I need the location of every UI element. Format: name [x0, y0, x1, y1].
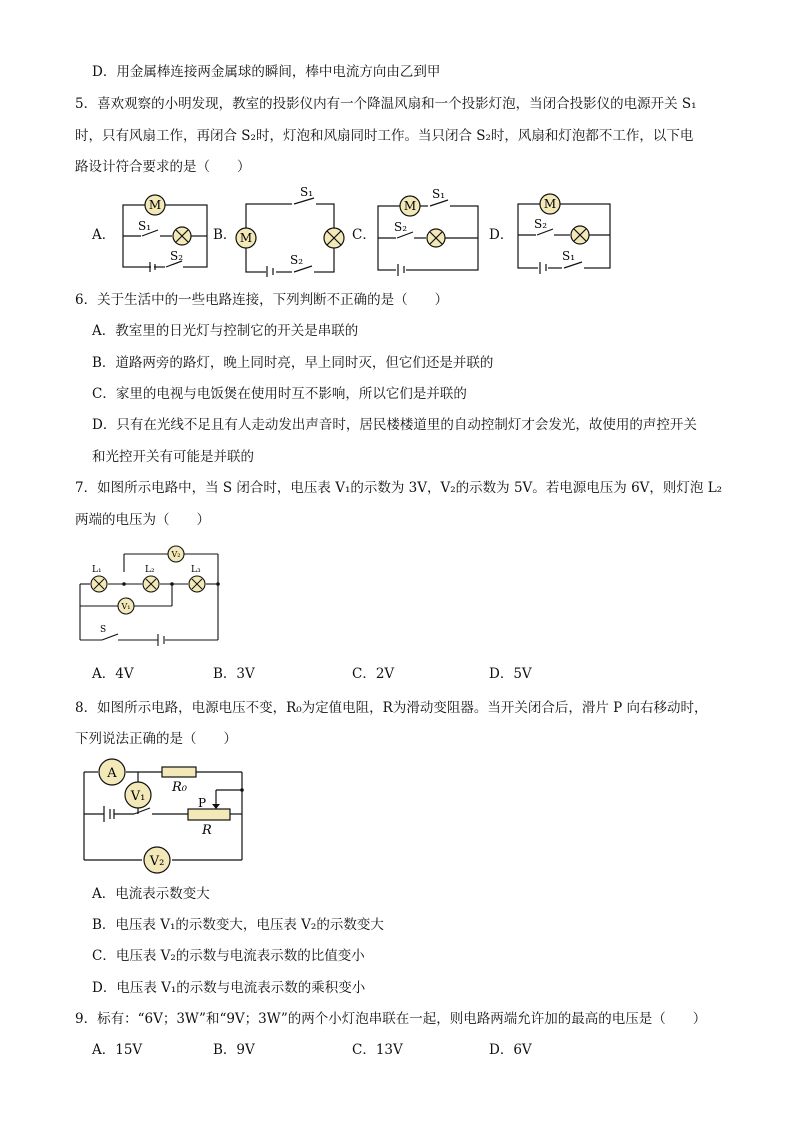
lamp-l1-label: L₁ — [92, 565, 102, 575]
q5-circuit-b — [232, 182, 350, 277]
q6-option-c: C．家里的电视与电饭煲在使用时互不影响，所以它们是并联的 — [92, 386, 467, 402]
q5-stem-line-2: 时，只有风扇工作，再闭合 S₂时，灯泡和风扇同时工作。当只闭合 S₂时，风扇和灯泡都不工作，以下电 — [75, 128, 694, 144]
slider-p-label: P — [198, 796, 207, 810]
q8-option-d: D．电压表 V₁的示数与电流表示数的乘积变小 — [92, 980, 366, 996]
q8-stem-line-1: 8．如图所示电路，电源电压不变，R₀为定值电阻，R为滑动变阻器。当开关闭合后，滑片 P 向右移动时， — [75, 700, 708, 716]
switch-s-label: S — [100, 625, 107, 635]
q7-option-c: C．2V — [352, 666, 395, 682]
ammeter-label: A — [107, 766, 117, 781]
motor-label: M — [239, 231, 253, 245]
q7-stem-line-1: 7．如图所示电路中，当 S 闭合时，电压表 V₁的示数为 3V，V₂的示数为 5V。若电源电压为 6V，则灯泡 L₂ — [75, 480, 723, 496]
q8-option-a: A．电流表示数变大 — [92, 886, 210, 902]
lamp-l2-label: L₂ — [145, 565, 155, 575]
q9-option-a: A．15V — [92, 1042, 143, 1058]
q8-option-c: C．电压表 V₂的示数与电流表示数的比值变小 — [92, 948, 365, 964]
switch-s2-label: S₂ — [394, 220, 408, 234]
q6-stem: 6．关于生活中的一些电路连接，下列判断不正确的是（ ） — [75, 292, 449, 308]
q9-option-b: B．9V — [213, 1042, 255, 1058]
rheostat-r-label: R — [202, 823, 212, 838]
motor-label: M — [543, 197, 557, 211]
q6-option-d-line-1: D．只有在光线不足且有人走动发出声音时，居民楼楼道里的自动控制灯才会发光，故使用的声控开关 — [92, 417, 697, 433]
q5-stem-line-3: 路设计符合要求的是（ ） — [75, 159, 251, 175]
switch-s2-label: S₂ — [290, 253, 304, 267]
q5-option-d-label: D． — [489, 227, 514, 243]
q5-circuit-d — [512, 190, 614, 274]
switch-s1-label: S₁ — [432, 187, 446, 201]
q5-option-c-label: C． — [352, 227, 376, 243]
q7-option-b: B．3V — [213, 666, 255, 682]
lamp-l3-label: L₃ — [191, 565, 201, 575]
resistor-r0-label: R₀ — [172, 780, 187, 795]
voltmeter-v1-label: V₁ — [121, 602, 131, 611]
motor-label: M — [148, 198, 162, 212]
q6-option-b: B．道路两旁的路灯，晚上同时亮，早上同时灭，但它们还是并联的 — [92, 355, 494, 371]
q7-stem-line-2: 两端的电压为（ ） — [75, 512, 210, 528]
voltmeter-v2-label: V₂ — [149, 854, 165, 869]
q9-option-d: D．6V — [489, 1042, 532, 1058]
q5-option-a-label: A． — [92, 227, 116, 243]
q5-stem-line-1: 5．喜欢观察的小明发现，教室的投影仪内有一个降温风扇和一个投影灯泡，当闭合投影仪的电源开关 S₁ — [75, 96, 697, 112]
q5-option-b-label: B． — [213, 227, 237, 243]
q5-circuit-a — [118, 190, 213, 272]
q7-option-a: A．4V — [92, 666, 134, 682]
q7-option-d: D．5V — [489, 666, 532, 682]
q8-circuit — [76, 756, 252, 878]
switch-s1-label: S₁ — [300, 185, 314, 199]
q8-stem-line-2: 下列说法正确的是（ ） — [75, 731, 237, 747]
voltmeter-v2-label: V₂ — [171, 550, 181, 559]
q9-option-c: C．13V — [352, 1042, 403, 1058]
switch-s2-label: S₂ — [170, 249, 184, 263]
q6-option-d-line-2: 和光控开关有可能是并联的 — [92, 449, 254, 465]
q8-option-b: B．电压表 V₁的示数变大，电压表 V₂的示数变大 — [92, 917, 384, 933]
q5-circuit-c — [372, 184, 482, 276]
q9-stem: 9．标有：“6V；3W”和“9V；3W”的两个小灯泡串联在一起，则电路两端允许加的最高的电压是（ ） — [75, 1011, 707, 1027]
motor-label: M — [403, 199, 417, 213]
voltmeter-v1-label: V₁ — [130, 789, 146, 804]
switch-s2-label: S₂ — [534, 217, 548, 231]
switch-s1-label: S₁ — [562, 249, 576, 263]
q6-option-a: A．教室里的日光灯与控制它的开关是串联的 — [92, 323, 359, 339]
q4-option-d: D．用金属棒连接两金属球的瞬间，棒中电流方向由乙到甲 — [92, 64, 441, 80]
q7-circuit — [70, 540, 230, 650]
switch-s1-label: S₁ — [138, 219, 152, 233]
